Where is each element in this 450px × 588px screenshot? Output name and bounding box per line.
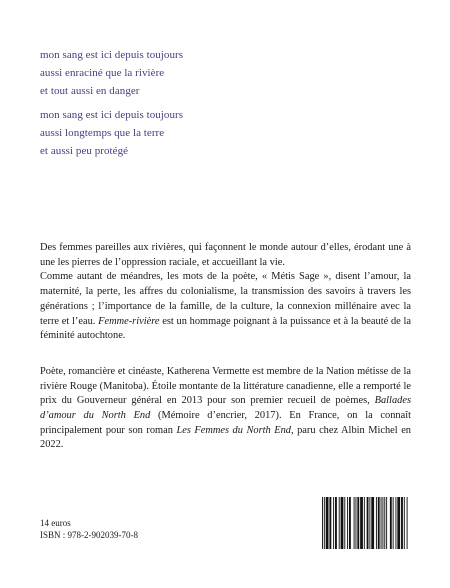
poem-stanza-2 [40, 106, 400, 160]
barcode-bar [344, 497, 345, 549]
barcode-bar [369, 497, 370, 549]
barcode-bar [397, 497, 400, 549]
barcode-bar [371, 497, 374, 549]
description-text: Comme autant de méandres, les mots de la poète, « Métis Sage », disent l’amour, la maternité, la perte, les affres du colonialisme, la transmission des savoirs à travers les générations ; l’importance de la famille, de la culture, la connexion millénaire avec la terre et l’eau. [40, 271, 411, 327]
poem-line: aussi longtemps que la terre [40, 127, 165, 139]
barcode-bar [393, 497, 394, 549]
barcode-bar [354, 497, 355, 549]
barcode-bar [335, 497, 337, 549]
barcode-bar [347, 497, 348, 549]
bio-text: , paru chez Albin Michel en 2022. [40, 424, 412, 451]
barcode-bar [381, 497, 382, 549]
bio-text: (Mémoire d’encrier, 2017). En France, on la connaît principalement pour son roman [40, 410, 411, 436]
barcode-bar [376, 497, 377, 549]
description-sentence [40, 270, 411, 344]
barcode-bar [407, 497, 408, 549]
barcode-bar [384, 497, 385, 549]
epigraph-poem [40, 46, 400, 166]
barcode-bar [390, 497, 392, 549]
author-bio [40, 365, 411, 453]
poem-line: et aussi peu protégé [40, 145, 129, 157]
barcode-bars [322, 497, 408, 549]
barcode-bar [404, 497, 405, 549]
book-title: Femme-rivière [98, 315, 160, 327]
barcode-bar [382, 497, 383, 549]
barcode-bar [364, 497, 365, 549]
barcode-bar [326, 497, 329, 549]
barcode-bar [329, 497, 331, 549]
poem-line: et tout aussi en danger [40, 85, 140, 97]
price-isbn-block [40, 517, 138, 541]
barcode-bar [324, 497, 325, 549]
barcode-bar [357, 497, 359, 549]
novel-title: Les Femmes du North End [176, 424, 291, 436]
previous-book-title: Ballades d’amour du North End [40, 395, 411, 422]
barcode-bar [386, 497, 387, 549]
description-text: est un hommage poignant à la puissance et à la beauté de la féminité autochtone. [40, 315, 412, 342]
isbn: ISBN : 978-2-902039-70-8 [40, 530, 138, 540]
barcode-bar [333, 497, 334, 549]
description-paragraph [40, 241, 411, 344]
poem-line: mon sang est ici depuis toujours [40, 109, 184, 121]
barcode-bar [341, 497, 344, 549]
bio-text: Poète, romancière et cinéaste, Katherena Vermette est membre de la Nation métisse de la rivière Rouge (Manitoba). Étoile montante de la littérature canadienne, elle a remporté le prix du Gouverneur général en 2013 pour son premier recueil de poèmes, [40, 365, 411, 407]
poem-line: aussi enraciné que la rivière [40, 67, 165, 79]
barcode-bar [378, 497, 380, 549]
price: 14 euros [40, 518, 71, 528]
barcode-bar [360, 497, 363, 549]
poem-line: mon sang est ici depuis toujours [40, 49, 184, 61]
barcode-bar [339, 497, 340, 549]
poem-stanza-1 [40, 46, 400, 100]
barcode-bar [322, 497, 323, 549]
barcode-bar [395, 497, 396, 549]
barcode-bar [367, 497, 369, 549]
barcode [321, 497, 409, 549]
book-description [40, 241, 411, 474]
barcode-bar [349, 497, 351, 549]
description-sentence: Des femmes pareilles aux rivières, qui façonnent le monde autour d’elles, érodant une à une les pierres de l’oppression raciale, et accueillant la vie. [40, 242, 411, 268]
barcode-bar [355, 497, 356, 549]
barcode-bar [401, 497, 403, 549]
